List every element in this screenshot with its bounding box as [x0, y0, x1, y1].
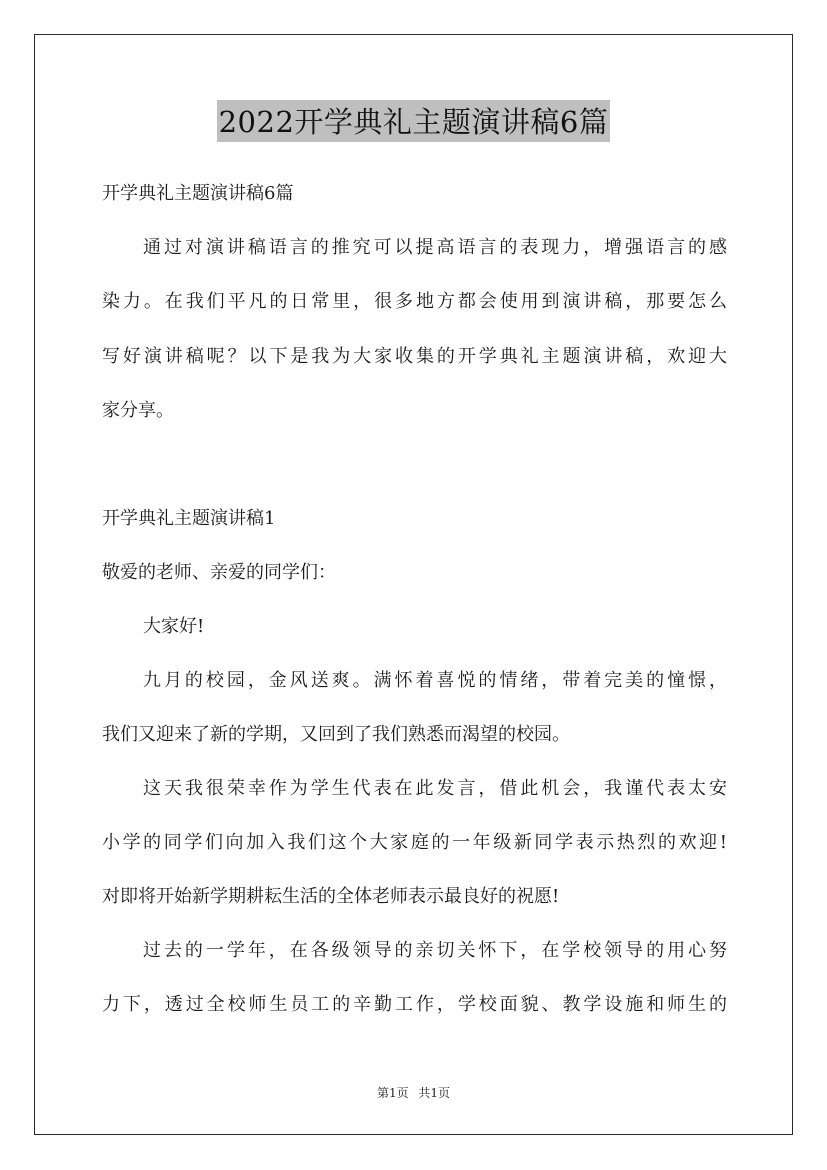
section-heading: 开学典礼主题演讲稿1	[102, 508, 276, 529]
document-title: 2022开学典礼主题演讲稿6篇	[217, 100, 611, 142]
paragraph-2-line-3: 对即将开始新学期耕耘生活的全体老师表示最良好的祝愿!	[102, 886, 560, 907]
intro-line-3: 写好演讲稿呢？以下是我为大家收集的开学典礼主题演讲稿，欢迎大	[102, 346, 727, 367]
title-container	[0, 100, 827, 142]
paragraph-1-line-1: 九月的校园，金风送爽。满怀着喜悦的情绪，带着完美的憧憬，	[143, 670, 727, 691]
page-footer	[0, 1084, 827, 1101]
paragraph-3-line-1: 过去的一学年，在各级领导的亲切关怀下，在学校领导的用心努	[143, 940, 727, 961]
greeting: 大家好!	[143, 616, 205, 637]
paragraph-1-line-2: 我们又迎来了新的学期，又回到了我们熟悉而渴望的校园。	[102, 724, 570, 745]
paragraph-3-line-2: 力下，透过全校师生员工的辛勤工作，学校面貌、教学设施和师生的	[102, 994, 727, 1015]
document-subtitle: 开学典礼主题演讲稿6篇	[102, 183, 294, 204]
intro-line-1: 通过对演讲稿语言的推究可以提高语言的表现力，增强语言的感	[143, 237, 727, 258]
paragraph-2-line-2: 小学的同学们向加入我们这个大家庭的一年级新同学表示热烈的欢迎!	[102, 832, 727, 853]
page-total: 共1页	[418, 1086, 451, 1100]
paragraph-2-line-1: 这天我很荣幸作为学生代表在此发言，借此机会，我谨代表太安	[143, 778, 727, 799]
intro-line-2: 染力。在我们平凡的日常里，很多地方都会使用到演讲稿，那要怎么	[102, 291, 727, 312]
page-number: 第1页	[376, 1086, 409, 1100]
salutation: 敬爱的老师、亲爱的同学们：	[102, 562, 336, 583]
intro-line-4: 家分享。	[102, 400, 174, 421]
